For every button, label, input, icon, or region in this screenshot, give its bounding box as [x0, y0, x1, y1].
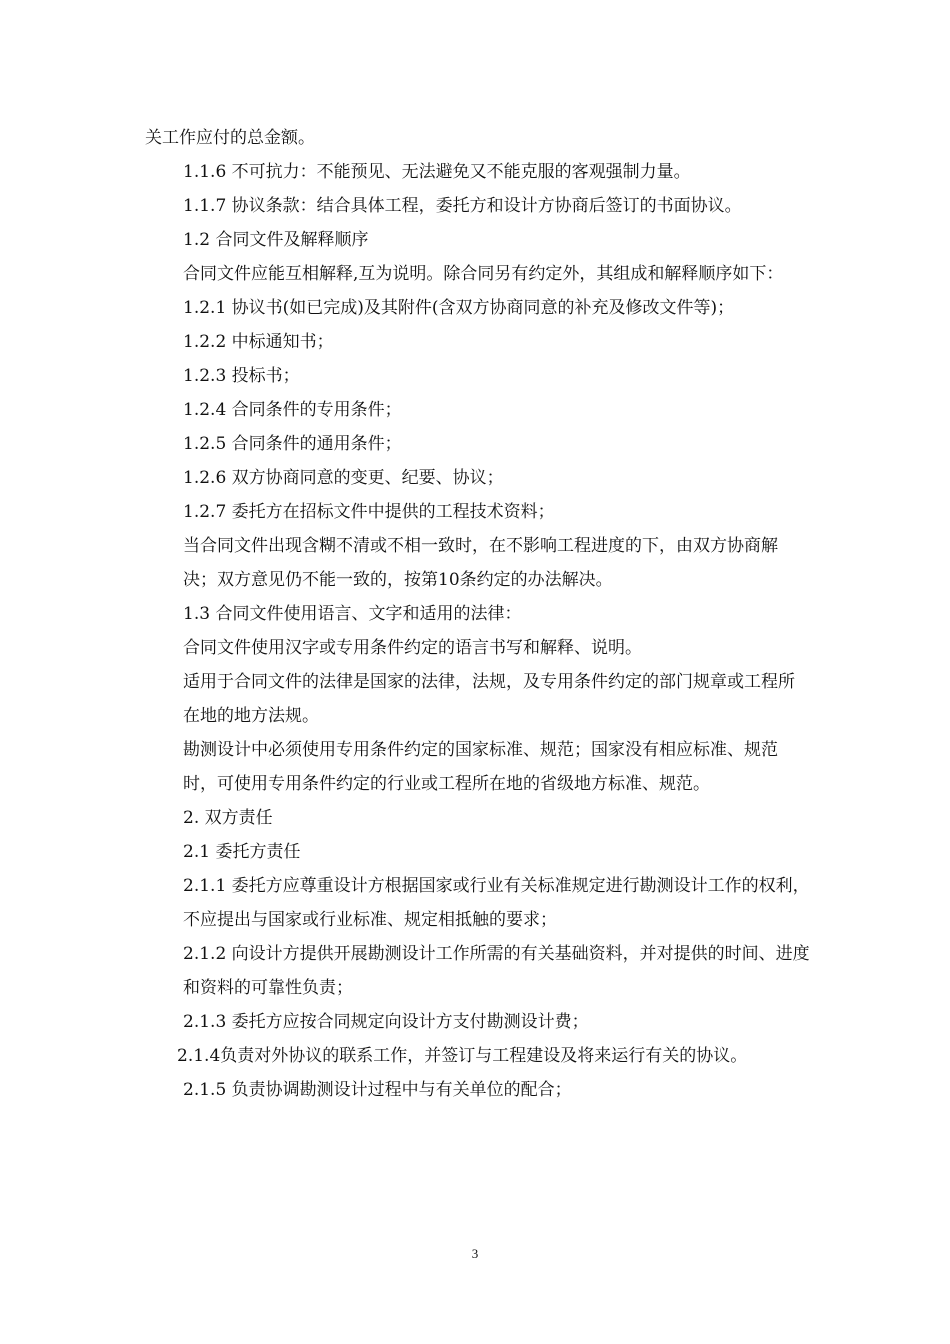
paragraph-applicable-law: 适用于合同文件的法律是国家的法律，法规，及专用条件约定的部门规章或工程所在地的地方法规。 [183, 672, 795, 726]
clause-1-2-6: 1.2.6 双方协商同意的变更、纪要、协议； [183, 468, 504, 488]
clause-1-2-5: 1.2.5 合同条件的通用条件； [183, 434, 402, 454]
clause-1-1-6: 1.1.6 不可抗力：不能预见、无法避免又不能克服的客观强制力量。 [183, 162, 691, 182]
clause-1-2-3: 1.2.3 投标书； [183, 366, 300, 386]
clause-2-1-1: 2.1.1 委托方应尊重设计方根据国家或行业有关标准规定进行勘测设计工作的权利，不应提出与国家或行业标准、规定相抵触的要求； [183, 876, 810, 930]
section-heading-1-3: 1.3 合同文件使用语言、文字和适用的法律： [183, 604, 522, 624]
clause-1-2-4: 1.2.4 合同条件的专用条件； [183, 400, 402, 420]
clause-2-1-5: 2.1.5 负责协调勘测设计过程中与有关单位的配合； [183, 1080, 572, 1100]
section-heading-1-2: 1.2 合同文件及解释顺序 [183, 230, 369, 250]
clause-2-1-4: 2.1.4负责对外协议的联系工作，并签订与工程建设及将来运行有关的协议。 [177, 1046, 748, 1066]
clause-1-2-1: 1.2.1 协议书(如已完成)及其附件(含双方协商同意的补充及修改文件等)； [183, 298, 735, 318]
clause-1-2-2: 1.2.2 中标通知书； [183, 332, 334, 352]
section-heading-2-1: 2.1 委托方责任 [183, 842, 301, 862]
clause-2-1-3: 2.1.3 委托方应按合同规定向设计方支付勘测设计费； [183, 1012, 589, 1032]
section-heading-2: 2. 双方责任 [183, 808, 273, 828]
paragraph-continuation: 关工作应付的总金额。 [145, 128, 315, 148]
paragraph-contract-order: 合同文件应能互相解释,互为说明。除合同另有约定外，其组成和解释顺序如下： [183, 264, 784, 284]
paragraph-standards: 勘测设计中必须使用专用条件约定的国家标准、规范；国家没有相应标准、规范时，可使用专用条件约定的行业或工程所在地的省级地方标准、规范。 [183, 740, 778, 794]
clause-1-1-7: 1.1.7 协议条款：结合具体工程，委托方和设计方协商后签订的书面协议。 [183, 196, 742, 216]
clause-1-2-7: 1.2.7 委托方在招标文件中提供的工程技术资料； [183, 502, 555, 522]
paragraph-language: 合同文件使用汉字或专用条件约定的语言书写和解释、说明。 [183, 638, 642, 658]
clause-2-1-2: 2.1.2 向设计方提供开展勘测设计工作所需的有关基础资料，并对提供的时间、进度和资料的可靠性负责； [183, 944, 810, 998]
document-body [145, 121, 811, 1107]
page-number: 3 [471, 1246, 479, 1261]
paragraph-ambiguity: 当合同文件出现含糊不清或不相一致时，在不影响工程进度的下，由双方协商解决；双方意见仍不能一致的，按第10条约定的办法解决。 [183, 536, 778, 590]
